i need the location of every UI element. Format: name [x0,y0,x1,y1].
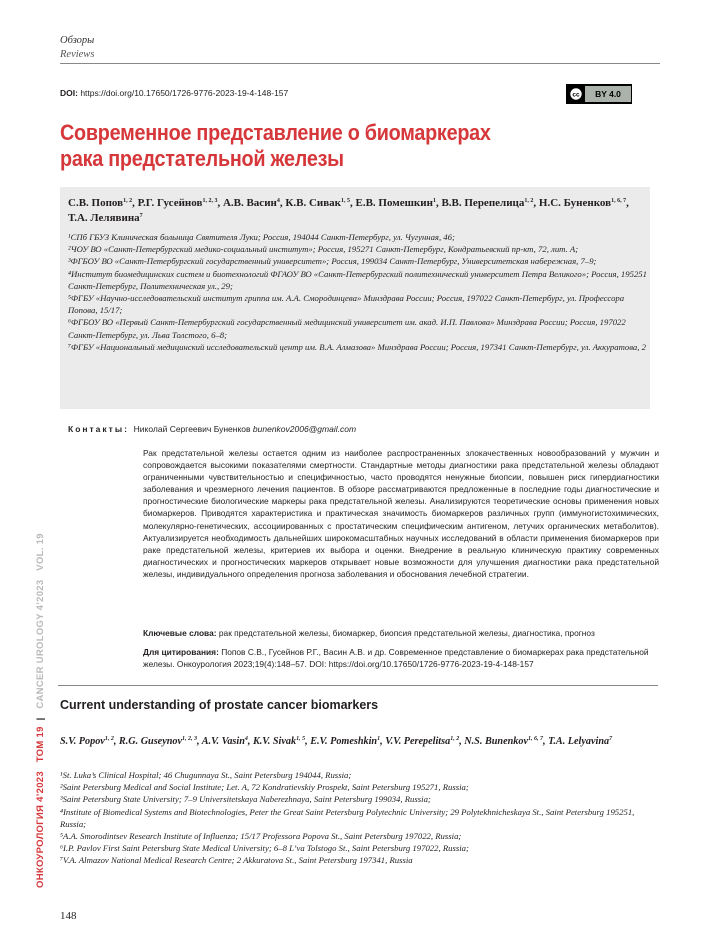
abstract: Рак предстательной железы остается одним из наиболее распространенных злокачественных новообразований у мужчин и сопровождается высокими показателями смертности. Стандартные методы диагностики рака предстательной железы обладают ограниченными чувствительностью и специфичностью, часто проводятся ненужные биопсии, повышен риск гипердиагностики заболевания и чрезмерного лечения пациентов. В обзоре рассматриваются предложенные в последние годы диагностические и прогностические биологические маркеры рака предстательной железы. Анализируются теоретические основы применения новых биомаркеров. Приводятся характеристика и практическая значимость биомаркеров различных групп (иммуногистохимических, молекулярно-генетических, ассоциированных с простатическим специфическим антигеном, летучих органических метаболитов). Актуализируется необходимость дальнейших широкомасштабных научных исследований в области применения биомаркеров при раке предстательной железы, критериев их выбора и оценки. Внедрение в реальную клиническую практику современных диагностических и прогностических маркеров открывает новые возможности для улучшения диагностики рака предстательной железы, индивидуального определения прогноза заболевания и обоснования лечебной стратегии. [143,448,659,579]
keywords-text: рак предстательной железы, биомаркер, биопсия предстательной железы, диагностика, прогноз [218,628,595,638]
journal-tom: ТОМ 19 [35,726,46,763]
author-affiliation-sup: 1, 6, 7 [611,198,627,204]
author-name: Н.С. Буненков [538,197,612,209]
author-name: Т.А. Лелявина [68,212,140,224]
citation-label: Для цитирования: [143,647,219,657]
contacts-label: Контакты: [68,424,129,434]
citation [143,646,659,670]
affiliation: ¹СПб ГБУЗ Клиническая больница Святителя Луки; Россия, 194044 Санкт-Петербург, ул. Чугунная, 46; [68,232,455,242]
license-badge[interactable] [566,84,632,104]
affiliation: ³ФГБОУ ВО «Санкт-Петербургский государственный университет»; Россия, 199034 Санкт-Петербург, Университетская набережная, 7–9; [68,256,597,267]
article-title-en: Current understanding of prostate cancer biomarkers [60,698,379,712]
affiliation: ⁷ФГБУ «Национальный медицинский исследовательский центр им. В.А. Алмазова» Минздрава России; Россия, 197341 Санкт-Петербург, ул. Аккуратова, 2 [68,341,646,352]
author-name: К.В. Сивак [285,197,341,209]
affiliations-ru [68,231,648,353]
authors-en: S.V. Popov$^{1, 2}$, R.G. Guseynov$^{1, 2, 3}$, A.V. Vasin$^4$, K.V. Sivak$^{1, 5}$, E.V. Pomeshkin$^1$, V.V. Perepelitsa$^{1, 2}$, N.S. Bunenkov$^{1, 6, 7}$, T.A. Lelyavina$^7$ [60,736,613,747]
author-name: В.В. Перепелица [441,197,525,209]
author-name: R.G. Guseynov [118,736,183,747]
keywords [143,627,659,639]
author-affiliation-sup: 1, 2, 3 [182,736,198,742]
author-name: С.В. Попов [68,197,124,209]
section-divider [58,685,658,686]
title-line-1: Современное представление о биомаркерах [60,120,491,145]
doi-link[interactable]: https://doi.org/10.17650/1726-9776-2023-19-4-148-157 [80,88,289,98]
author-name: T.A. Lelyavina [548,736,610,747]
affiliation: ³Saint Petersburg State University; 7–9 Universitetskaya Naberezhnaya, Saint Petersburg 199034, Russia; [60,794,431,805]
header-divider [60,63,660,64]
contact-email[interactable]: bunenkov2006@gmail.com [252,424,357,434]
title-line-2: рака предстательной железы [60,146,344,171]
svg-text:cc: cc [572,91,580,99]
journal-vol: VOL. 19 [35,533,46,571]
author-affiliation-sup: 1, 2 [450,736,460,742]
author-affiliation-sup: 1, 6, 7 [527,736,543,742]
journal-side-band: ОНКОУРОЛОГИЯ 4’2023 ТОМ 19 | CANCER UROLOGY 4’2023 VOL. 19 [35,533,46,888]
author-name: N.S. Bunenkov [464,736,528,747]
license-text: BY 4.0 [585,86,631,102]
affiliation: ²ЧОУ ВО «Санкт-Петербургский медико-социальный институт»; Россия, 195271 Санкт-Петербург, Кондратьевский пр-кт, 72, лит. А; [68,244,579,255]
citation-text: Попов С.В., Гусейнов Р.Г., Васин А.В. и др. Современное представление о биомаркерах рака предстательной железы. Онкоурология 2023;19(4):148–57. DOI: https://doi.org/10.17650/1726-9776-2023-19-4-148-157 [143,647,649,669]
affiliation: ⁶I.P. Pavlov First Saint Petersburg State Medical University; 6–8 L’va Tolstogo St., Saint Petersburg 197022, Russia; [60,843,469,854]
affiliation: ⁵A.A. Smorodintsev Research Institute of Influenza; 15/17 Professora Popova St., Saint Petersburg 197022, Russia; [60,831,462,842]
article-title-ru [60,120,588,172]
author-name: V.V. Perepelitsa [385,736,451,747]
author-name: А.В. Васин [222,197,277,209]
author-affiliation-sup: 1, 2 [524,198,534,204]
section-label-en: Reviews [60,49,95,60]
affiliation: ⁷V.A. Almazov National Medical Research Centre; 2 Akkuratova St., Saint Petersburg 197341, Russia [60,855,413,866]
affiliation: ⁵ФГБУ «Научно-исследовательский институт гриппа им. А.А. Смородинцева» Минздрава России; Россия, 197022 Санкт-Петербург, ул. Профессора Попова, 15/17; [68,293,625,316]
author-name: K.V. Sivak [252,736,297,747]
author-name: E.V. Pomeshkin [310,736,378,747]
creative-commons-icon [567,86,585,102]
author-affiliation-sup: 1, 2 [104,736,114,742]
author-affiliation-sup: 7 [609,736,613,742]
affiliation: ⁴Институт биомедицинских систем и биотехнологий ФГАОУ ВО «Санкт-Петербургский политехнический университет Петра Великого»; Россия, 195251 Санкт-Петербург, Политехническая ул., 29; [68,268,647,291]
keywords-label: Ключевые слова: [143,628,217,638]
doi-label: DOI: [60,88,78,98]
page-number: 148 [60,910,77,922]
contacts [68,424,356,434]
affiliations-en [60,769,660,867]
author-name: Е.В. Помешкин [355,197,433,209]
author-affiliation-sup: 1, 2, 3 [202,198,218,204]
authors-ru: С.В. Попов$^{1, 2}$, Р.Г. Гусейнов$^{1, 2, 3}$, А.В. Васин$^4$, К.В. Сивак$^{1, 5}$, Е.В. Помешкин$^1$, В.В. Перепелица$^{1, 2}$, Н.С. Буненков$^{1, 6, 7}$, Т.А. Лелявина$^7$ [68,197,629,224]
affiliation: ⁴Institute of Biomedical Systems and Biotechnologies, Peter the Great Saint Petersburg Polytechnic University; 29 Polytekhnicheskaya St., Saint Petersburg 195251, Russia; [60,806,635,829]
author-affiliation-sup: 1, 5 [296,736,306,742]
affiliation: ¹St. Luka’s Clinical Hospital; 46 Chugunnaya St., Saint Petersburg 194044, Russia; [60,770,352,780]
author-affiliation-sup: 4 [244,736,248,742]
contact-name: Николай Сергеевич Буненков [133,424,251,434]
author-name: A.V. Vasin [201,736,245,747]
author-name: Р.Г. Гусейнов [137,197,203,209]
affiliation: ⁶ФГБОУ ВО «Первый Санкт-Петербургский государственный медицинский университет им. акад. И.П. Павлова» Минздрава России; Россия, 197022 Санкт-Петербург, ул. Льва Толстого, 6–8; [68,317,626,340]
affiliation: ²Saint Petersburg Medical and Social Institute; Let. A, 72 Kondratievskiy Prospekt, Saint Petersburg 195271, Russia; [60,782,469,793]
author-affiliation-sup: 1 [432,198,436,204]
author-affiliation-sup: 4 [276,198,280,204]
author-name: S.V. Popov [60,736,105,747]
journal-ru: ОНКОУРОЛОГИЯ 4’2023 [35,771,46,888]
author-affiliation-sup: 1 [377,736,381,742]
section-label-ru: Обзоры [60,35,95,46]
journal-en: CANCER UROLOGY 4’2023 [35,579,46,709]
doi-line [60,88,288,98]
author-affiliation-sup: 1, 5 [341,198,350,204]
author-affiliation-sup: 1, 2 [123,198,133,204]
author-affiliation-sup: 7 [139,213,143,219]
